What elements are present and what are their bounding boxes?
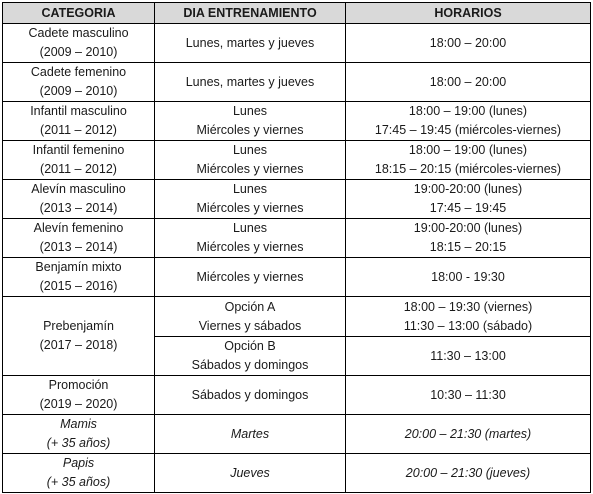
categoria-cell (3, 24, 155, 63)
dia-cell (155, 415, 346, 454)
dia-text: Lunes (232, 182, 268, 196)
table-row (3, 415, 591, 454)
horario-text: 18:00 – 19:00 (lunes) (408, 104, 528, 118)
categoria-cell (3, 63, 155, 102)
horario-text: 18:00 – 19:30 (viernes) (403, 299, 533, 314)
header-horarios: HORARIOS (346, 3, 591, 24)
header-dia-entrenamiento: DIA ENTRENAMIENTO (155, 3, 346, 24)
categoria-years: (2017 – 2018) (39, 338, 118, 352)
horario-text: 18:00 – 19:00 (lunes) (408, 143, 528, 157)
horario-text: 10:30 – 11:30 (430, 387, 506, 402)
horario-cell (346, 337, 591, 376)
categoria-name: Papis (62, 456, 95, 470)
categoria-years: (2015 – 2016) (39, 279, 118, 293)
horario-text: 20:00 – 21:30 (jueves) (405, 465, 531, 480)
categoria-years: (+ 35 años) (46, 436, 111, 450)
dia-text: Jueves (230, 465, 270, 480)
categoria-cell (3, 102, 155, 141)
categoria-cell (3, 219, 155, 258)
categoria-years: (2011 – 2012) (40, 123, 117, 137)
dia-text: Lunes, martes y jueves (185, 35, 315, 50)
dia-text: Lunes, martes y jueves (185, 74, 315, 89)
horario-text: 18:00 – 20:00 (429, 35, 507, 50)
horario-text: 17:45 – 19:45 (429, 201, 507, 215)
table-row (3, 180, 591, 219)
categoria-cell (3, 180, 155, 219)
dia-text: Lunes (232, 221, 268, 235)
categoria-name: Promoción (48, 378, 109, 392)
dia-cell (155, 297, 346, 337)
dia-cell (155, 376, 346, 415)
categoria-name: Prebenjamín (43, 319, 114, 333)
dia-text: Martes (230, 426, 270, 441)
categoria-name: Benjamín mixto (35, 260, 122, 274)
dia-text: Miércoles y viernes (196, 123, 304, 137)
categoria-cell (3, 258, 155, 297)
dia-cell (155, 180, 346, 219)
table-row (3, 454, 591, 493)
table-row (3, 258, 591, 297)
horario-text: 18:15 – 20:15 (429, 240, 507, 254)
horario-cell (346, 102, 591, 141)
horario-text: 19:00-20:00 (lunes) (413, 221, 523, 235)
horario-cell (346, 141, 591, 180)
horario-cell (346, 24, 591, 63)
schedule-table (2, 2, 591, 493)
table-row (3, 297, 591, 337)
categoria-name: Alevín femenino (33, 221, 124, 235)
categoria-years: (+ 35 años) (46, 475, 111, 489)
categoria-years: (2013 – 2014) (39, 240, 118, 254)
categoria-name: Cadete masculino (28, 26, 129, 40)
dia-cell (155, 337, 346, 376)
dia-text: Lunes (232, 143, 268, 157)
categoria-name: Alevín masculino (31, 182, 126, 196)
header-categoria: CATEGORIA (3, 3, 155, 24)
categoria-years: (2019 – 2020) (39, 397, 118, 411)
dia-option: Opción A (224, 299, 276, 314)
table-row (3, 63, 591, 102)
dia-cell (155, 63, 346, 102)
horario-text: 18:15 – 20:15 (miércoles-viernes) (374, 162, 562, 176)
categoria-name: Infantil femenino (32, 143, 125, 157)
horario-cell (346, 63, 591, 102)
dia-text: Miércoles y viernes (196, 162, 304, 176)
table-row (3, 376, 591, 415)
horario-text: 18:00 – 20:00 (429, 74, 507, 89)
horario-text: 11:30 – 13:00 (sábado) (403, 318, 533, 333)
table-row (3, 141, 591, 180)
dia-cell (155, 141, 346, 180)
table-row (3, 219, 591, 258)
categoria-cell (3, 297, 155, 376)
dia-text: Viernes y sábados (198, 318, 302, 333)
table-row (3, 102, 591, 141)
horario-cell (346, 415, 591, 454)
table-row (3, 24, 591, 63)
categoria-name: Mamis (60, 417, 97, 431)
dia-text: Miércoles y viernes (196, 201, 304, 215)
dia-text: Sábados y domingos (191, 358, 309, 372)
categoria-name: Cadete femenino (30, 65, 127, 79)
dia-cell (155, 219, 346, 258)
dia-text: Lunes (232, 104, 268, 118)
dia-cell (155, 258, 346, 297)
categoria-cell (3, 415, 155, 454)
categoria-name: Infantil masculino (30, 104, 127, 118)
categoria-cell (3, 141, 155, 180)
dia-cell (155, 102, 346, 141)
categoria-years: (2009 – 2010) (39, 84, 118, 98)
horario-text: 11:30 – 13:00 (430, 348, 506, 363)
categoria-years: (2009 – 2010) (39, 45, 118, 59)
horario-cell (346, 219, 591, 258)
horario-text: 19:00-20:00 (lunes) (413, 182, 523, 196)
header-row (3, 3, 591, 24)
horario-cell (346, 297, 591, 337)
dia-cell (155, 24, 346, 63)
horario-cell (346, 258, 591, 297)
dia-text: Sábados y domingos (191, 387, 309, 402)
dia-option: Opción B (224, 339, 276, 353)
dia-cell (155, 454, 346, 493)
categoria-years: (2011 – 2012) (40, 162, 117, 176)
categoria-years: (2013 – 2014) (39, 201, 118, 215)
horario-text: 20:00 – 21:30 (martes) (404, 426, 532, 441)
horario-text: 18:00 - 19:30 (431, 269, 505, 284)
categoria-cell (3, 376, 155, 415)
dia-text: Miércoles y viernes (196, 240, 304, 254)
horario-cell (346, 376, 591, 415)
horario-cell (346, 454, 591, 493)
categoria-cell (3, 454, 155, 493)
horario-cell (346, 180, 591, 219)
dia-text: Miércoles y viernes (196, 269, 304, 284)
horario-text: 17:45 – 19:45 (miércoles-viernes) (374, 123, 562, 137)
